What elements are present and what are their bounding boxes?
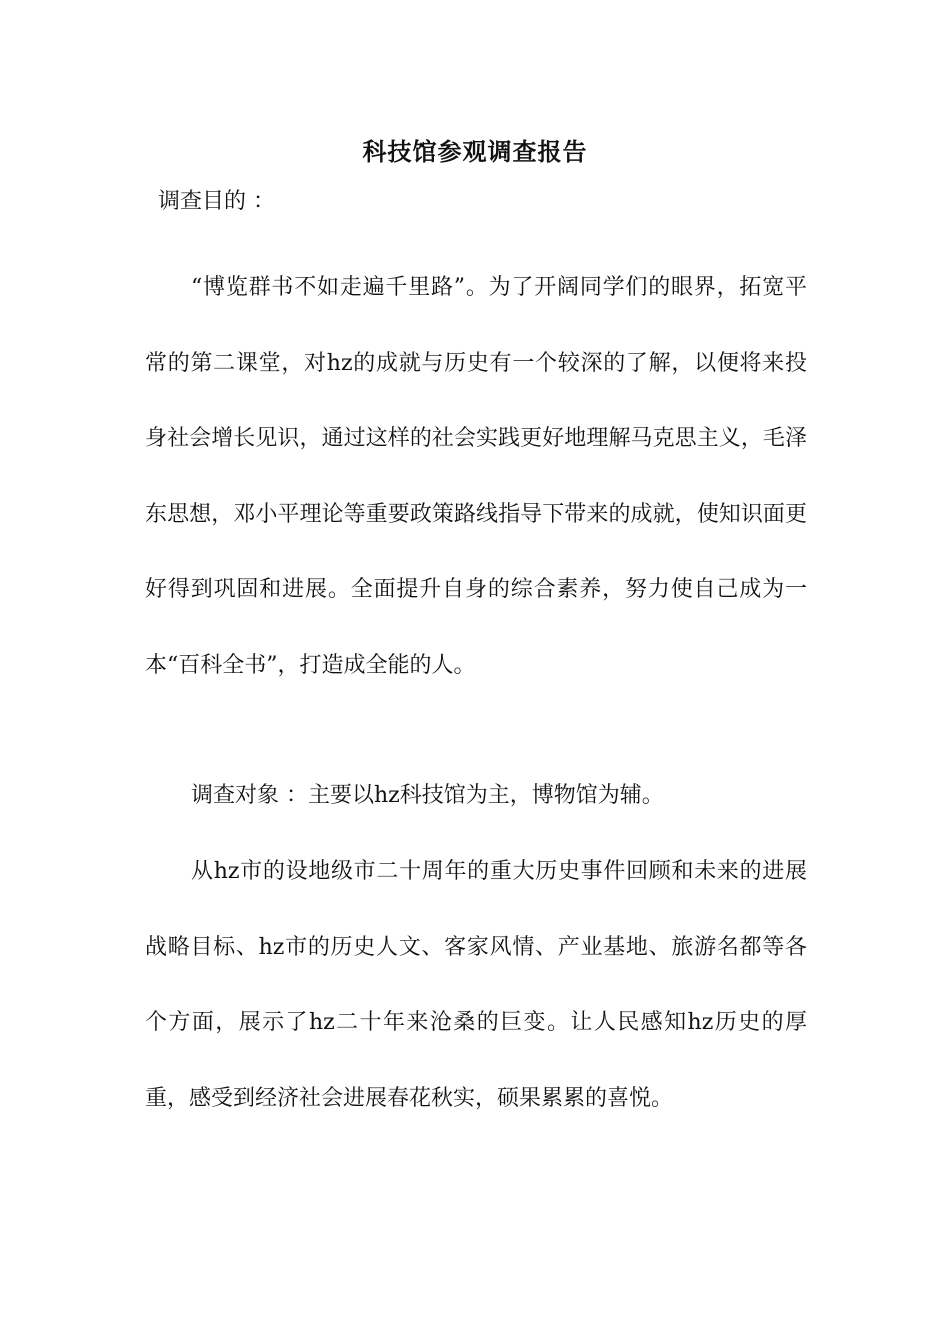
- object-paragraph: 调查对象 ：主要以hz科技馆为主，博物馆为辅。: [191, 783, 664, 808]
- document-title: 科技馆参观调查报告: [362, 137, 588, 166]
- content-paragraph: 从hz市的设地级市二十周年的重大历史事件回顾和未来的进展战略目标、hz市的历史人文、客家风情、产业基地、旅游名都等各个方面，展示了hz二十年来沧桑的巨变。让人民感知hz历史的厚重，感受到经济社会进展春花秋实，硕果累累的喜悦。: [145, 859, 807, 1111]
- purpose-heading: 调查目的 ：: [158, 189, 275, 214]
- purpose-paragraph: “博览群书不如走遍千里路”。为了开阔同学们的眼界，拓宽平常的第二课堂，对hz的成就与历史有一个较深的了解，以便将来投身社会增长见识，通过这样的社会实践更好地理解马克思主义，毛泽东思想，邓小平理论等重要政策路线指导下带来的成就，使知识面更好得到巩固和进展。全面提升自身的综合素养，努力使自己成为一本“百科全书”，打造成全能的人。: [145, 275, 807, 678]
